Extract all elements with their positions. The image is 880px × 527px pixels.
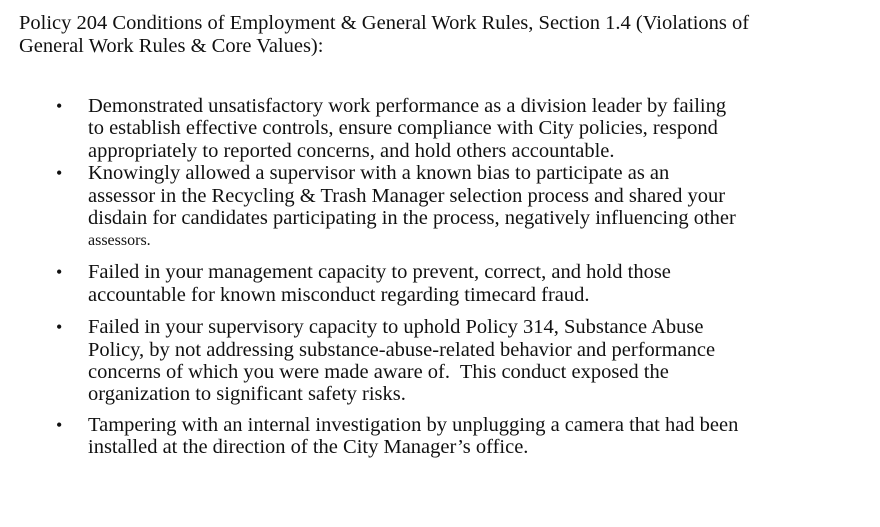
- item-line: organization to significant safety risks.: [88, 383, 406, 406]
- item-line: Demonstrated unsatisfactory work performance as a division leader by failing: [88, 95, 727, 117]
- list-item: [0, 162, 880, 253]
- list-item: [0, 261, 880, 306]
- bullet-icon: •: [56, 96, 63, 116]
- item-line: to establish effective controls, ensure compliance with City policies, respond: [88, 117, 718, 140]
- item-line: Tampering with an internal investigation by unplugging a camera that had been: [88, 413, 739, 436]
- item-line: concerns of which you were made aware of. This conduct exposed the: [88, 361, 669, 384]
- list-item: [0, 316, 880, 406]
- violations-list: [0, 95, 880, 459]
- section-heading: [19, 12, 749, 58]
- item-line: accountable for known misconduct regarding timecard fraud.: [88, 283, 590, 306]
- heading-line: Policy 204 Conditions of Employment & General Work Rules, Section 1.4 (Violations of: [19, 12, 750, 34]
- list-item: [0, 95, 880, 162]
- item-line: appropriately to reported concerns, and hold others accountable.: [88, 139, 615, 162]
- list-item: [0, 414, 880, 459]
- item-line: Policy, by not addressing substance-abuse-related behavior and performance: [88, 338, 716, 361]
- item-line: installed at the direction of the City Manager’s office.: [88, 436, 529, 459]
- item-line: assessor in the Recycling & Trash Manager selection process and shared your: [88, 184, 726, 207]
- item-line: Knowingly allowed a supervisor with a known bias to participate as an: [88, 162, 670, 185]
- bullet-icon: •: [56, 414, 63, 435]
- bullet-icon: •: [56, 317, 63, 338]
- item-line: assessors.: [88, 232, 151, 250]
- bullet-icon: •: [56, 163, 63, 184]
- item-line: Failed in your management capacity to prevent, correct, and hold those: [88, 261, 671, 284]
- item-line: disdain for candidates participating in the process, negatively influencing other: [88, 207, 736, 230]
- item-line: Failed in your supervisory capacity to uphold Policy 314, Substance Abuse: [88, 316, 704, 339]
- bullet-icon: •: [56, 262, 63, 283]
- heading-line: General Work Rules & Core Values):: [19, 35, 324, 57]
